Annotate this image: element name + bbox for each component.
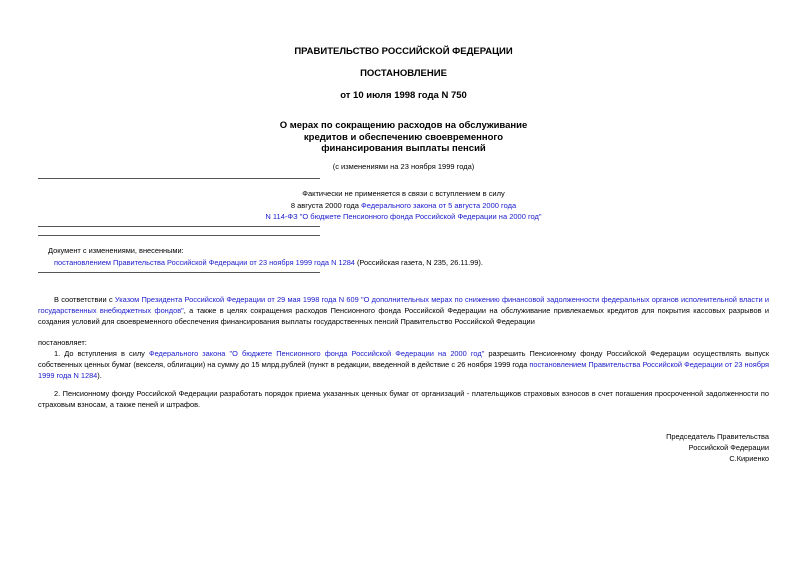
item-1-paragraph: 1. До вступления в силу Федерального закона "О бюджете Пенсионного фонда Российской Федерации на 2000 год" разрешить Пенсионному фонду Российской Федерации осуществлять выпуск собственных ценных бумаг (векселя, облигации) на сумму до 15 млрд.рублей (пункт в редакции, введенной в действие с 26 ноября 1999 года постановлением Правительства Российской Федерации от 23 ноября 1999 года N 1284). bbox=[38, 349, 770, 380]
title-line-2: кредитов и обеспечению своевременного bbox=[303, 131, 504, 143]
document-date-number: от 10 июля 1998 года N 750 bbox=[340, 90, 467, 101]
document-title bbox=[0, 120, 807, 155]
amending-resolution-link[interactable]: постановлением Правительства Российской Федерации от 23 ноября 1999 года N 1284 bbox=[54, 258, 355, 267]
amending-resolution-link-2[interactable]: постановлением Правительства Российской Федерации от 23 ноября 1999 года N 1284 bbox=[38, 359, 770, 380]
divider bbox=[38, 178, 320, 179]
divider bbox=[38, 226, 320, 227]
status-note-line-3 bbox=[0, 211, 807, 223]
signature-name: С.Кириенко bbox=[729, 454, 769, 463]
signature-organization: Российской Федерации bbox=[688, 443, 769, 452]
title-line-1: О мерах по сокращению расходов на обслуживание bbox=[279, 120, 528, 131]
decides-label: постановляет: bbox=[38, 338, 87, 347]
title-line-3: финансирования выплаты пенсий bbox=[321, 143, 486, 154]
status-note-line-2: 8 августа 2000 года Федерального закона от 5 августа 2000 года bbox=[290, 200, 517, 210]
government-heading: ПРАВИТЕЛЬСТВО РОССИЙСКОЙ ФЕДЕРАЦИИ bbox=[294, 46, 513, 57]
status-note-line-1: Фактически не применяется в связи с вступлением в силу bbox=[302, 189, 505, 198]
divider bbox=[38, 235, 320, 236]
federal-law-link-continued[interactable]: N 114-ФЗ "О бюджете Пенсионного фонда Российской Федерации на 2000 год" bbox=[265, 212, 542, 221]
status-note bbox=[0, 188, 807, 223]
federal-law-link[interactable]: Федерального закона от 5 августа 2000 года bbox=[361, 200, 517, 210]
signature-block bbox=[666, 431, 769, 464]
changes-line: постановлением Правительства Российской Федерации от 23 ноября 1999 года N 1284 (Российская газета, N 235, 26.11.99). bbox=[54, 258, 483, 267]
pension-fund-budget-law-link[interactable]: Федерального закона "О бюджете Пенсионного фонда Российской Федерации на 2000 год" bbox=[148, 349, 485, 358]
preamble-paragraph: В соответствии с Указом Президента Российской Федерации от 29 мая 1998 года N 609 "О дополнительных мерах по снижению финансовой задолженности федеральных органов исполнительной власти и государственных внебюджетных фондов", а также в целях сокращения расходов Пенсионного фонда Российской Федерации на обслуживание привлекаемых кредитов для покрытия кассовых разрывов и создания условий для своевременного обеспечения финансирования выплаты государственных пенсий Правительство Российской Федерации bbox=[38, 295, 769, 326]
document-type: ПОСТАНОВЛЕНИЕ bbox=[360, 68, 447, 79]
divider bbox=[38, 272, 320, 273]
signature-position: Председатель Правительства bbox=[666, 432, 769, 441]
presidential-decree-link[interactable]: Указом Президента Российской Федерации от 29 мая 1998 года N 609 "О дополнительных мерах по снижению финансовой задолженности федеральных органов исполнительной власти и государственных внебюджетных фондов" bbox=[38, 295, 769, 315]
changes-label: Документ с изменениями, внесенными: bbox=[48, 246, 184, 255]
amendments-note: (с изменениями на 23 ноября 1999 года) bbox=[332, 162, 475, 171]
item-2-paragraph: 2. Пенсионному фонду Российской Федерации разработать порядок приема указанных ценных бумаг от организаций - плательщиков страховых взносов в счет погашения просроченной задолженности по страховым взносам, а также пеней и штрафов. bbox=[38, 389, 769, 409]
